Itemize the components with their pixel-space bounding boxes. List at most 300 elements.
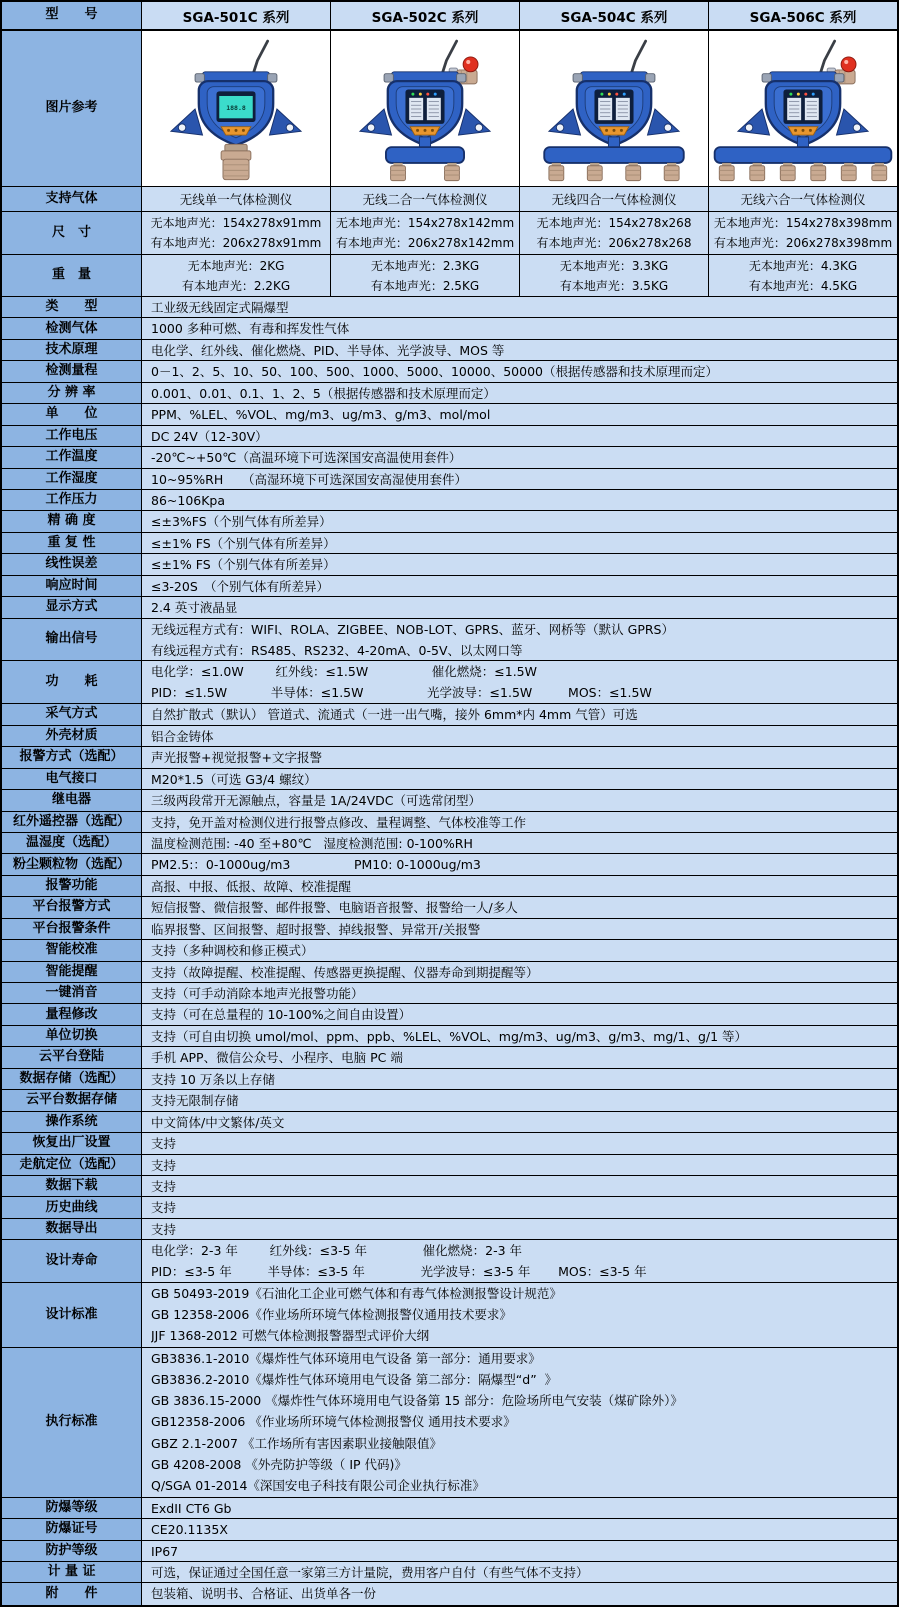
model-name: SGA-502C 系列 [371, 9, 479, 26]
spec-row-label-text: 工作压力 [45, 492, 98, 508]
spec-row-value [142, 447, 897, 467]
spec-row-label [2, 447, 142, 467]
spec-row-label [2, 469, 142, 489]
spec-row-label-text: 单 位 [45, 406, 98, 422]
spec-row-value [142, 1176, 897, 1196]
size-line: 有本地声光：206x278x398mm [713, 236, 893, 250]
spec-row [2, 1583, 897, 1604]
spec-row [2, 1519, 897, 1540]
spec-row-label [2, 1519, 142, 1539]
gas-type-cell [520, 187, 709, 211]
spec-row-label [2, 726, 142, 746]
size-line: 无本地声光：154x278x91mm [150, 216, 322, 230]
gas-detector-illustration [143, 34, 329, 184]
spec-row [2, 1090, 897, 1111]
spec-value-line: 支持（故障提醒、校准提醒、传感器更换提醒、仪器寿命到期提醒等） [151, 964, 539, 980]
spec-row-value [142, 1283, 897, 1346]
spec-row [2, 747, 897, 768]
spec-row-label [2, 361, 142, 381]
spec-row-value [142, 962, 897, 982]
spec-row-value [142, 940, 897, 960]
spec-row-label-text: 分 辨 率 [47, 384, 96, 400]
spec-value-line: 10~95%RH （高湿环境下可选深国安高湿使用套件） [151, 471, 467, 487]
spec-value-line: CE20.1135X [151, 1522, 228, 1538]
spec-row-label [2, 769, 142, 789]
spec-row-value [142, 597, 897, 617]
spec-row [2, 533, 897, 554]
spec-row-label [2, 833, 142, 853]
spec-row-label [2, 383, 142, 403]
weight-line: 有本地声光：2.5KG [370, 278, 480, 293]
spec-value-line: GB 50493-2019《石油化工企业可燃气体和有毒气体检测报警设计规范》 [151, 1286, 562, 1302]
spec-value-line: 支持 [151, 1200, 177, 1216]
spec-value-line: 声光报警+视觉报警+文字报警 [151, 750, 322, 766]
model-header-sga-504c [520, 2, 709, 29]
spec-row [2, 812, 897, 833]
spec-row-value [142, 1498, 897, 1518]
spec-row-label [2, 1562, 142, 1582]
size-row-label [2, 212, 142, 254]
spec-value-line: 1000 多种可燃、有毒和挥发性气体 [151, 321, 350, 337]
spec-row-label-text: 报警功能 [45, 877, 98, 893]
spec-value-line: 电化学：≤1.0W 红外线：≤1.5W 催化燃烧：≤1.5W [151, 664, 537, 680]
model-header-sga-501c [142, 2, 331, 29]
spec-row-label-text: 外壳材质 [45, 727, 98, 743]
spec-row [2, 983, 897, 1004]
weight-line: 无本地声光：2.3KG [370, 258, 480, 273]
spec-row-label [2, 1026, 142, 1046]
spec-row-value [142, 854, 897, 874]
spec-row-label [2, 511, 142, 531]
spec-row-label-text: 采气方式 [45, 706, 98, 722]
spec-row [2, 1047, 897, 1068]
spec-row-label-text: 防爆等级 [45, 1499, 98, 1515]
size-row [2, 212, 897, 255]
spec-row [2, 897, 897, 918]
spec-row-value [142, 297, 897, 317]
spec-row-value [142, 1047, 897, 1067]
spec-row-label-text: 粉尘颗粒物（选配） [12, 856, 130, 872]
spec-row-value [142, 1583, 897, 1604]
spec-row-label-text: 计 量 证 [47, 1564, 96, 1580]
spec-row-label [2, 1283, 142, 1346]
spec-value-line: GB3836.1-2010《爆炸性气体环境用电气设备 第一部分：通用要求》 [151, 1350, 541, 1366]
spec-row [2, 833, 897, 854]
spec-row-value [142, 1197, 897, 1217]
spec-row [2, 1155, 897, 1176]
spec-value-line: M20*1.5（可选 G3/4 螺纹） [151, 771, 317, 787]
spec-row-label [2, 533, 142, 553]
spec-row-label-text: 线性误差 [45, 556, 98, 572]
spec-row [2, 661, 897, 704]
spec-value-line: 可选，保证通过全国任意一家第三方计量院，费用客户自付（有些气体不支持） [151, 1564, 589, 1580]
spec-value-line: 支持 10 万条以上存储 [151, 1071, 275, 1087]
product-image-sga-502c [331, 31, 520, 186]
spec-row-label-text: 智能提醒 [45, 963, 98, 979]
spec-row [2, 1562, 897, 1583]
spec-row-label-text: 附 件 [45, 1586, 98, 1601]
size-cell [520, 212, 709, 254]
spec-value-line: Q/SGA 01-2014《深国安电子科技有限公司企业执行标准》 [151, 1478, 485, 1494]
spec-row [2, 297, 897, 318]
spec-row-value [142, 983, 897, 1003]
weight-line: 无本地声光：3.3KG [559, 258, 669, 273]
spec-row-value [142, 1541, 897, 1561]
spec-value-line: IP67 [151, 1543, 179, 1559]
weight-cell [142, 255, 331, 296]
spec-row-label [2, 619, 142, 661]
spec-row-label-text: 设计标准 [45, 1306, 98, 1322]
spec-value-line: 中文简体/中文繁体/英文 [151, 1114, 285, 1130]
spec-row-label-text: 云平台登陆 [38, 1049, 104, 1065]
gas-type-cell [331, 187, 520, 211]
spec-value-line: GB 12358-2006《作业场所环境气体检测报警仪通用技术要求》 [151, 1307, 512, 1323]
spec-value-line: 工业级无线固定式隔爆型 [151, 300, 289, 315]
spec-row [2, 576, 897, 597]
spec-row-label [2, 983, 142, 1003]
spec-row [2, 318, 897, 339]
spec-value-line: 自然扩散式（默认） 管道式、流通式（一进一出气嘴，接外 6mm*内 4mm 气管）可选 [151, 707, 638, 723]
gas-row-label [2, 187, 142, 211]
spec-row-value [142, 340, 897, 360]
spec-value-line: 电化学：2-3 年 红外线：≤3-5 年 催化燃烧：2-3 年 [151, 1243, 523, 1259]
gas-type-cell [142, 187, 331, 211]
weight-line: 无本地声光：2KG [187, 258, 285, 273]
spec-row-label-text: 检测气体 [45, 320, 98, 336]
weight-row-label [2, 255, 142, 296]
spec-row-label-text: 平台报警条件 [32, 920, 111, 936]
spec-row [2, 597, 897, 618]
spec-row-label [2, 1004, 142, 1024]
model-header-label [2, 2, 142, 29]
spec-value-line: -20℃~+50℃（高温环境下可选深国安高温使用套件） [151, 450, 462, 466]
spec-value-line: 电化学、红外线、催化燃烧、PID、半导体、光学波导、MOS 等 [151, 342, 505, 358]
spec-row-value [142, 361, 897, 381]
spec-row-value [142, 490, 897, 510]
spec-row-label [2, 340, 142, 360]
spec-value-line: 手机 APP、微信公众号、小程序、电脑 PC 端 [151, 1050, 403, 1066]
spec-row-value [142, 897, 897, 917]
spec-row-value [142, 1240, 897, 1282]
spec-row-label-text: 恢复出厂设置 [32, 1135, 111, 1151]
spec-row-label [2, 1176, 142, 1196]
spec-row-label [2, 1197, 142, 1217]
weight-cell [520, 255, 709, 296]
spec-row [2, 726, 897, 747]
spec-row-label-text: 防护等级 [45, 1542, 98, 1558]
spec-value-line: 支持，免开盖对检测仪进行报警点修改、量程调整、气体校准等工作 [151, 814, 527, 830]
spec-row [2, 404, 897, 425]
spec-row [2, 383, 897, 404]
spec-value-line: 支持 [151, 1136, 177, 1152]
spec-row-label-text: 云平台数据存储 [25, 1092, 117, 1108]
spec-row-label-text: 一键消音 [45, 985, 98, 1001]
spec-row-label-text: 工作电压 [45, 427, 98, 443]
spec-row-label-text: 检测量程 [45, 363, 98, 379]
gas-type: 无线单一气体检测仪 [179, 192, 293, 207]
spec-row-value [142, 1155, 897, 1175]
spec-value-line: ≤±1% FS（个别气体有所差异） [151, 535, 336, 551]
spec-row-label [2, 1133, 142, 1153]
spec-row-label-text: 平台报警方式 [32, 899, 111, 915]
spec-row [2, 469, 897, 490]
spec-row-label-text: 精 确 度 [47, 513, 96, 529]
spec-value-line: 2.4 英寸液晶显 [151, 600, 238, 616]
spec-row-label [2, 940, 142, 960]
spec-row-label [2, 962, 142, 982]
spec-row-value [142, 426, 897, 446]
spec-row [2, 619, 897, 662]
gas-detector-illustration [332, 34, 518, 184]
spec-row-label [2, 790, 142, 810]
spec-value-line: 有线远程方式有：RS485、RS232、4-20mA、0-5V、以太网口等 [151, 642, 523, 658]
spec-row-label [2, 1112, 142, 1132]
spec-value-line: JJF 1368-2012 可燃气体检测报警器型式评价大纲 [151, 1328, 430, 1344]
size-line: 有本地声光：206x278x142mm [335, 236, 515, 250]
spec-row [2, 1026, 897, 1047]
supported-gas-row [2, 187, 897, 212]
spec-value-line: 温度检测范围: -40 至+80℃ 湿度检测范围: 0-100%RH [151, 835, 473, 851]
model-header-sga-502c [331, 2, 520, 29]
weight-line: 无本地声光：4.3KG [748, 258, 858, 273]
spec-value-line: GB 3836.15-2000 《爆炸性气体环境用电气设备第 15 部分：危险场所电气安装（煤矿除外）》 [151, 1393, 683, 1409]
spec-row-value [142, 1562, 897, 1582]
spec-row-label [2, 490, 142, 510]
spec-value-line: 支持（可在总量程的 10-100%之间自由设置） [151, 1007, 412, 1023]
spec-row-label [2, 554, 142, 574]
spec-row-value [142, 661, 897, 703]
spec-row-value [142, 704, 897, 724]
spec-value-line: PM2.5:：0-1000ug/m3 PM10: 0-1000ug/m3 [151, 857, 481, 873]
svg-text:188.8: 188.8 [226, 103, 246, 112]
spec-row-label-text: 智能校准 [45, 942, 98, 958]
spec-row-label-text: 防爆证号 [45, 1521, 98, 1537]
spec-row [2, 1219, 897, 1240]
spec-row-label [2, 747, 142, 767]
spec-row [2, 876, 897, 897]
weight-line: 有本地声光：4.5KG [748, 278, 858, 293]
spec-row-label-text: 红外遥控器（选配） [12, 813, 130, 829]
spec-row-label [2, 1047, 142, 1067]
spec-value-line: PID：≤3-5 年 半导体：≤3-5 年 光学波导：≤3-5 年 MOS：≤3-5 年 [151, 1264, 647, 1280]
spec-value-line: 支持无限制存储 [151, 1093, 239, 1109]
gas-row-label-text: 支持气体 [45, 190, 98, 206]
spec-row-value [142, 1219, 897, 1239]
spec-row-label-text: 温湿度（选配） [25, 835, 117, 851]
spec-row-value [142, 533, 897, 553]
size-line: 无本地声光：154x278x398mm [713, 216, 893, 230]
spec-row-label [2, 919, 142, 939]
product-image-sga-506c [709, 31, 897, 186]
spec-row-label-text: 报警方式（选配） [19, 749, 124, 765]
spec-row-value [142, 747, 897, 767]
spec-value-line: GBZ 2.1-2007 《工作场所有害因素职业接触限值》 [151, 1435, 442, 1451]
spec-row-label-text: 输出信号 [45, 631, 98, 647]
spec-value-line: 支持（可手动消除本地声光报警功能） [151, 986, 364, 1002]
spec-row [2, 1112, 897, 1133]
spec-row-value [142, 404, 897, 424]
spec-value-line: GB12358-2006 《作业场所环境气体检测报警仪 通用技术要求》 [151, 1414, 516, 1430]
spec-row [2, 340, 897, 361]
image-row-label-text: 图片参考 [45, 100, 98, 116]
spec-value-line: 支持 [151, 1157, 177, 1173]
spec-row-label-text: 历史曲线 [45, 1199, 98, 1215]
spec-row-label-text: 功 耗 [45, 674, 98, 690]
spec-value-line: ≤±3%FS（个别气体有所差异） [151, 514, 332, 530]
spec-rows-container [2, 297, 897, 1605]
spec-row-label [2, 1541, 142, 1561]
size-cell [142, 212, 331, 254]
spec-row-label-text: 工作湿度 [45, 470, 98, 486]
spec-row-value [142, 1026, 897, 1046]
spec-row-label-text: 数据存储（选配） [19, 1070, 124, 1086]
weight-row-label-text: 重 量 [51, 267, 91, 283]
weight-cell [709, 255, 897, 296]
weight-line: 有本地声光：3.5KG [559, 278, 669, 293]
size-row-label-text: 尺 寸 [51, 224, 91, 240]
spec-row [2, 1498, 897, 1519]
spec-value-line: 包装箱、说明书、合格证、出货单各一份 [151, 1586, 377, 1602]
spec-value-line: ExdII CT6 Gb [151, 1500, 232, 1516]
spec-row-value [142, 812, 897, 832]
spec-row [2, 447, 897, 468]
spec-row-value [142, 1004, 897, 1024]
spec-value-line: 临界报警、区间报警、超时报警、掉线报警、异常开/关报警 [151, 921, 481, 937]
spec-value-line: 高报、中报、低报、故障、校准提醒 [151, 878, 352, 894]
spec-row-label-text: 响应时间 [45, 577, 98, 593]
spec-row-label [2, 661, 142, 703]
spec-row-value [142, 769, 897, 789]
spec-row-label [2, 404, 142, 424]
gas-type: 无线六合一气体检测仪 [740, 192, 866, 207]
spec-row-value [142, 919, 897, 939]
spec-value-line: 无线远程方式有：WIFI、ROLA、ZIGBEE、NOB-LOT、GPRS、蓝牙、网桥等（默认 GPRS） [151, 621, 674, 637]
spec-row-value [142, 726, 897, 746]
spec-row-value [142, 876, 897, 896]
spec-row [2, 490, 897, 511]
size-line: 有本地声光：206x278x268 [536, 236, 692, 250]
spec-row-label [2, 812, 142, 832]
size-line: 有本地声光：206x278x91mm [150, 236, 322, 250]
spec-row-label [2, 576, 142, 596]
spec-row-label-text: 单位切换 [45, 1028, 98, 1043]
spec-row-label-text: 类 型 [45, 299, 98, 315]
image-row-label [2, 31, 142, 186]
spec-row [2, 554, 897, 575]
spec-row-label-text: 数据下载 [45, 1178, 98, 1194]
model-header-sga-506c [709, 2, 897, 29]
spec-row-label [2, 897, 142, 917]
spec-value-line: DC 24V（12-30V） [151, 428, 268, 444]
spec-row [2, 1348, 897, 1498]
product-image-sga-501c [142, 31, 331, 186]
product-image-sga-504c [520, 31, 709, 186]
spec-row [2, 1541, 897, 1562]
model-name: SGA-506C 系列 [749, 9, 857, 26]
spec-row-label [2, 1069, 142, 1089]
spec-row [2, 511, 897, 532]
spec-value-line: PPM、%LEL、%VOL、mg/m3、ug/m3、g/m3、mol/mol [151, 407, 491, 423]
gas-type-cell [709, 187, 897, 211]
spec-row-label [2, 318, 142, 338]
spec-value-line: 支持 [151, 1221, 177, 1237]
spec-row-label [2, 1090, 142, 1110]
spec-value-line: 支持（可自由切换 umol/mol、ppm、ppb、%LEL、%VOL、mg/m3、ug/m3、g/m3、mg/1、g/1 等） [151, 1028, 748, 1044]
spec-row-label [2, 854, 142, 874]
spec-row [2, 919, 897, 940]
spec-row-label [2, 1583, 142, 1604]
spec-row-value [142, 1069, 897, 1089]
size-cell [331, 212, 520, 254]
spec-row-label-text: 工作温度 [45, 449, 98, 465]
spec-value-line: ≤3-20S （个别气体有所差异） [151, 578, 330, 594]
model-name: SGA-504C 系列 [560, 9, 668, 26]
spec-value-line: 0.001、0.01、0.1、1、2、5（根据传感器和技术原理而定） [151, 385, 496, 401]
spec-row [2, 1069, 897, 1090]
spec-row [2, 940, 897, 961]
spec-row-label-text: 数据导出 [45, 1220, 98, 1236]
spec-row-value [142, 833, 897, 853]
spec-row-label [2, 876, 142, 896]
spec-row [2, 704, 897, 725]
spec-row-value [142, 383, 897, 403]
spec-row-value [142, 1519, 897, 1539]
spec-row [2, 962, 897, 983]
spec-row-value [142, 1112, 897, 1132]
spec-row-label [2, 704, 142, 724]
model-header-row [2, 2, 897, 31]
spec-row-label [2, 1155, 142, 1175]
spec-row-value [142, 790, 897, 810]
spec-row [2, 1240, 897, 1283]
spec-value-line: ≤±1% FS（个别气体有所差异） [151, 557, 336, 573]
spec-row-label [2, 597, 142, 617]
spec-value-line: GB3836.2-2010《爆炸性气体环境用电气设备 第二部分：隔爆型“d” 》 [151, 1371, 558, 1387]
spec-value-line: 支持 [151, 1178, 177, 1194]
spec-row [2, 769, 897, 790]
spec-row-value [142, 1133, 897, 1153]
spec-row [2, 426, 897, 447]
spec-value-line: GB 4208-2008 《外壳防护等级（ IP 代码)》 [151, 1457, 407, 1473]
spec-value-line: 支持（多种调校和修正模式） [151, 943, 314, 959]
spec-row-value [142, 511, 897, 531]
spec-row-label [2, 297, 142, 317]
gas-type: 无线四合一气体检测仪 [551, 192, 677, 207]
spec-row-label [2, 1498, 142, 1518]
product-image-row [2, 31, 897, 187]
size-line: 无本地声光：154x278x268 [536, 216, 692, 230]
size-line: 无本地声光：154x278x142mm [335, 216, 515, 230]
spec-row-label-text: 电气接口 [45, 770, 98, 786]
spec-row [2, 1283, 897, 1347]
spec-value-line: 86~106Kpa [151, 492, 226, 508]
spec-row-label [2, 1219, 142, 1239]
spec-row-label-text: 设计寿命 [45, 1253, 98, 1269]
spec-row [2, 790, 897, 811]
spec-row-label-text: 走航定位（选配） [19, 1156, 124, 1172]
model-name: SGA-501C 系列 [182, 9, 290, 26]
weight-row [2, 255, 897, 297]
spec-row-value [142, 576, 897, 596]
spec-value-line: 铝合金铸体 [151, 728, 214, 744]
spec-row-label-text: 操作系统 [45, 1113, 98, 1129]
spec-value-line: 0－1、2、5、10、50、100、500、1000、5000、10000、50000（根据传感器和技术原理而定） [151, 364, 718, 380]
spec-row-label-text: 重 复 性 [47, 534, 96, 550]
spec-row-value [142, 469, 897, 489]
spec-row-label-text: 量程修改 [45, 1006, 98, 1022]
spec-value-line: 短信报警、微信报警、邮件报警、电脑语音报警、报警给一人/多人 [151, 900, 518, 916]
weight-cell [331, 255, 520, 296]
